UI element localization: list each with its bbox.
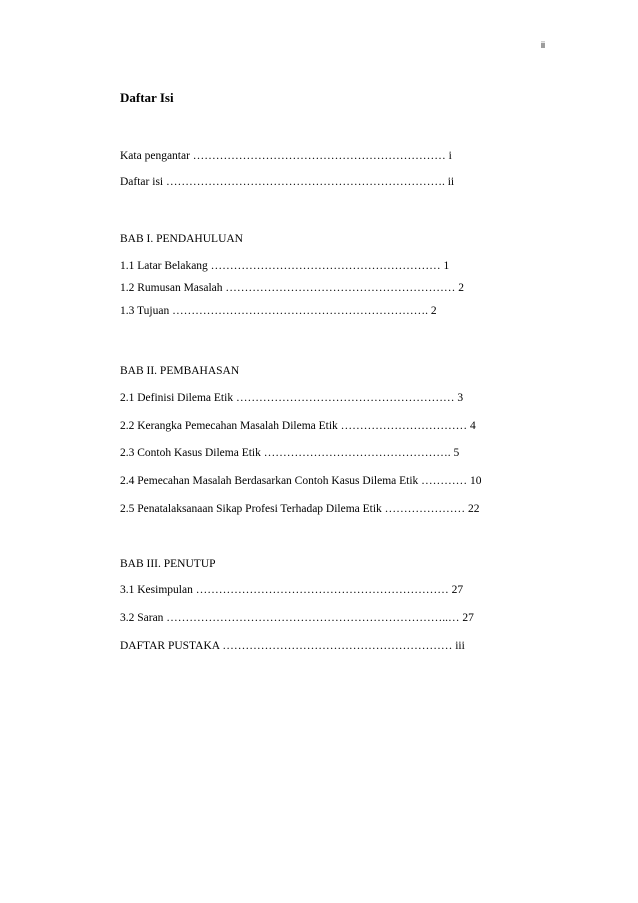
toc-entry: 1.1 Latar Belakang …………………………………………………… 1 xyxy=(120,260,450,272)
toc-entry: 2.3 Contoh Kasus Dilema Etik …………………………………………. 5 xyxy=(120,447,460,459)
toc-entry: Daftar isi ………………………………………………………………. ii xyxy=(120,176,455,188)
toc-entry: 3.1 Kesimpulan ………………………………………………………… 27 xyxy=(120,584,464,596)
page-title: Daftar Isi xyxy=(120,90,174,105)
toc-entry: 2.1 Definisi Dilema Etik ………………………………………………… 3 xyxy=(120,392,464,404)
toc-entry: DAFTAR PUSTAKA …………………………………………………… iii xyxy=(120,640,465,652)
section-heading: BAB III. PENUTUP xyxy=(120,558,216,570)
toc-entry: 1.3 Tujuan …………………………………………………………. 2 xyxy=(120,305,437,317)
section-heading: BAB I. PENDAHULUAN xyxy=(120,233,243,245)
toc-entry: 3.2 Saran ………………………………………………………………..… 27 xyxy=(120,612,474,624)
toc-entry: 1.2 Rumusan Masalah …………………………………………………… 2 xyxy=(120,282,465,294)
toc-entry: Kata pengantar ………………………………………………………… i xyxy=(120,150,452,162)
page-number: ii xyxy=(541,40,545,50)
section-heading: BAB II. PEMBAHASAN xyxy=(120,365,240,377)
toc-entry: 2.2 Kerangka Pemecahan Masalah Dilema Etik …………………………… 4 xyxy=(120,420,476,432)
toc-entry: 2.5 Penatalaksanaan Sikap Profesi Terhadap Dilema Etik ………………… 22 xyxy=(120,503,480,515)
toc-entry: 2.4 Pemecahan Masalah Berdasarkan Contoh Kasus Dilema Etik ………… 10 xyxy=(120,475,482,487)
